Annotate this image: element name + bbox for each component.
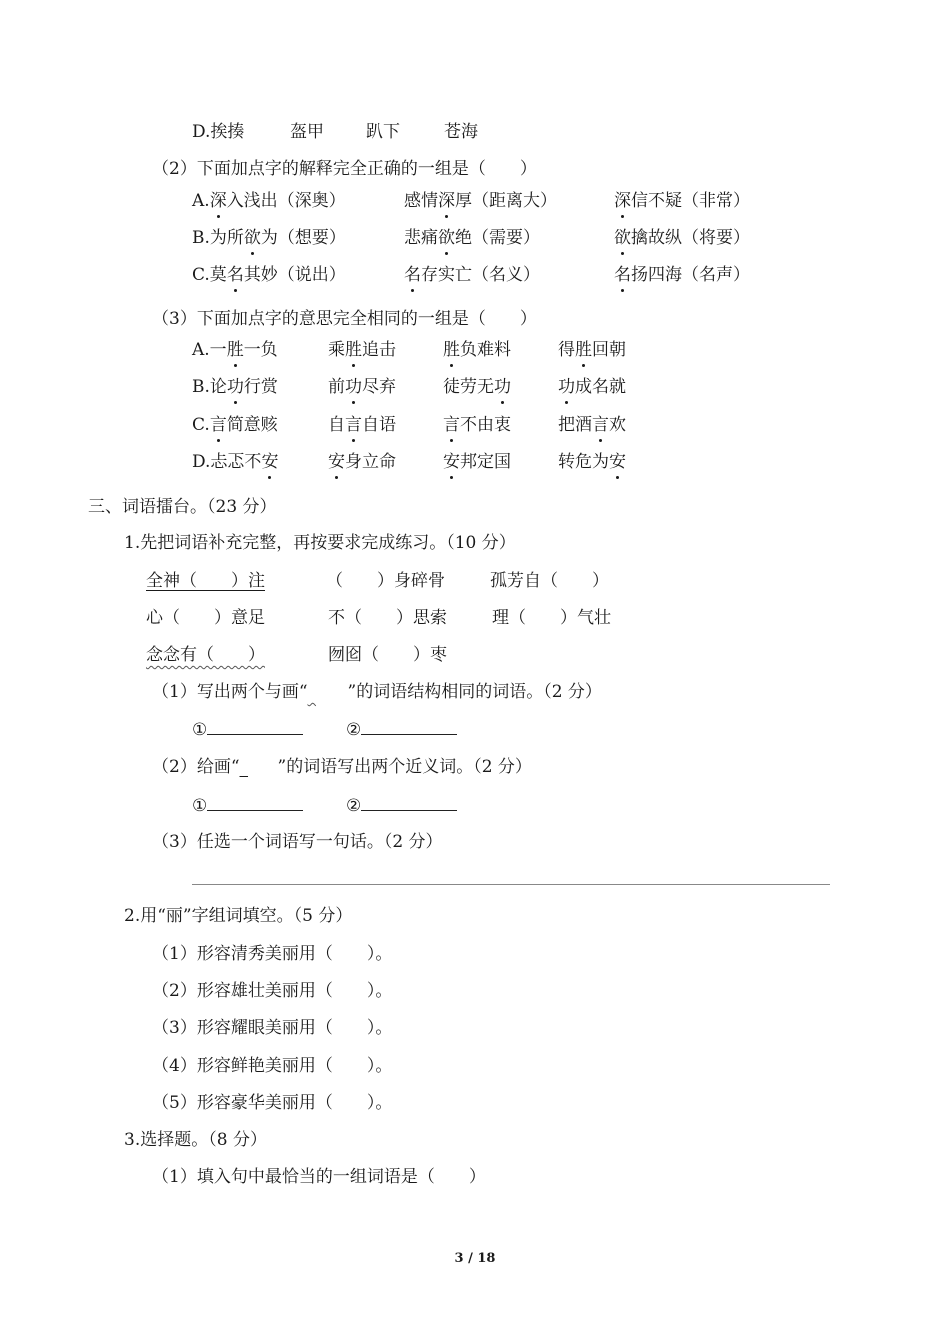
q2-option-c-3: 名扬四海（名声） [614,265,750,285]
idiom: （ ）身碎骨 [326,571,445,591]
part-1-sub-2: （2）给画“ ”的词语写出两个近义词。（2 分） [152,757,532,777]
page-number: 3 / 18 [454,1251,496,1266]
dotted-char: 功 [494,377,511,397]
option-word: 苍海 [444,122,478,142]
idiom: 不（ ）思索 [328,608,447,628]
q2-option-a: A.深入浅出（深奥） [192,191,346,211]
dotted-char: 名 [614,265,631,285]
dotted-char: 欲 [243,228,261,248]
idiom: 心（ ）意足 [146,608,265,628]
q2-option-b-2: 悲痛欲绝（需要） [404,228,540,248]
dotted-char: 功 [558,377,575,397]
dotted-char: 胜 [575,340,592,360]
q3-option-c-3: 言不由衷 [443,415,511,435]
q3-option-c-4: 把酒言欢 [558,415,626,435]
dotted-char: 功 [226,377,244,397]
q3-option-a-3: 胜负难料 [443,340,511,360]
option-word: 盔甲 [290,122,324,142]
dotted-char: 言 [592,415,609,435]
q3-option-c-1: C.言简意赅 [192,415,278,435]
q2-option-b-3: 欲擒故纵（将要） [614,228,750,248]
q3-option-b-4: 功成名就 [558,377,626,397]
dotted-char: 安 [609,452,626,472]
dotted-char: 胜 [443,340,460,360]
question-2-stem: （2）下面加点字的解释完全正确的一组是（ ） [152,159,537,179]
idiom: 囫囵（ ）枣 [328,645,447,665]
q2-option-c-2: 名存实亡（名义） [404,265,540,285]
idiom-wavy-underlined: 念念有（ ） [146,645,265,665]
q3-option-a-2: 乘胜追击 [328,340,396,360]
dotted-char: 安 [328,452,345,472]
part-2-title: 2.用“丽”字组词填空。（5 分） [124,906,353,926]
q3-option-c-2: 自言自语 [328,415,396,435]
dotted-char: 欲 [614,228,631,248]
dotted-char: 安 [443,452,460,472]
answer-blank-3[interactable]: ① [192,794,303,817]
q3-option-a-4: 得胜回朝 [558,340,626,360]
dotted-char: 深 [209,191,227,211]
fill-item: （2）形容雄壮美丽用（ ）。 [152,981,393,1001]
section-title: 三、词语擂台。（23 分） [88,497,277,517]
dotted-char: 深 [614,191,631,211]
part-1-sub-3: （3）任选一个词语写一句话。（2 分） [152,832,443,852]
dotted-char: 名 [226,265,244,285]
fill-item: （3）形容耀眼美丽用（ ）。 [152,1018,393,1038]
sentence-answer-line[interactable] [192,884,830,885]
option-word: D.挨揍 [192,122,245,142]
dotted-char: 言 [443,415,460,435]
q3-option-d-4: 转危为安 [558,452,626,472]
q3-option-b-3: 徒劳无功 [443,377,511,397]
q3-option-d-1: D.忐忑不安 [192,452,279,472]
dotted-char: 安 [261,452,279,472]
dotted-char: 言 [345,415,362,435]
part-3-title: 3.选择题。（8 分） [124,1130,267,1150]
idiom: 孤芳自（ ） [490,571,609,591]
answer-blank-2[interactable]: ② [346,718,457,741]
part-1-sub-1: （1）写出两个与画“ ”的词语结构相同的词语。（2 分） [152,682,602,702]
dotted-char: 名 [404,265,421,285]
answer-blank-1[interactable]: ① [192,718,303,741]
dotted-char: 言 [209,415,227,435]
dotted-char: 深 [438,191,455,211]
part-3-sub-1: （1）填入句中最恰当的一组词语是（ ） [152,1167,486,1187]
q3-option-d-2: 安身立命 [328,452,396,472]
dotted-char: 胜 [345,340,362,360]
dotted-char: 欲 [438,228,455,248]
q3-option-d-3: 安邦定国 [443,452,511,472]
answer-blank-4[interactable]: ② [346,794,457,817]
q2-option-a-2: 感情深厚（距离大） [404,191,557,211]
dotted-char: 胜 [226,340,244,360]
option-word: 趴下 [366,122,400,142]
q3-option-a-1: A.一胜一负 [192,340,278,360]
q2-option-a-3: 深信不疑（非常） [614,191,750,211]
q2-option-b: B.为所欲为（想要） [192,228,346,248]
question-3-stem: （3）下面加点字的意思完全相同的一组是（ ） [152,309,537,329]
q3-option-b-2: 前功尽弃 [328,377,396,397]
idiom-underlined: 全神（ ）注 [146,571,265,591]
fill-item: （4）形容鲜艳美丽用（ ）。 [152,1056,393,1076]
fill-item: （5）形容豪华美丽用（ ）。 [152,1093,393,1113]
q3-option-b-1: B.论功行赏 [192,377,278,397]
dotted-char: 功 [345,377,362,397]
part-1-title: 1.先把词语补充完整，再按要求完成练习。（10 分） [124,533,516,553]
idiom: 理（ ）气壮 [492,608,611,628]
fill-item: （1）形容清秀美丽用（ ）。 [152,944,393,964]
q2-option-c: C.莫名其妙（说出） [192,265,346,285]
q1-option-d [192,121,244,143]
